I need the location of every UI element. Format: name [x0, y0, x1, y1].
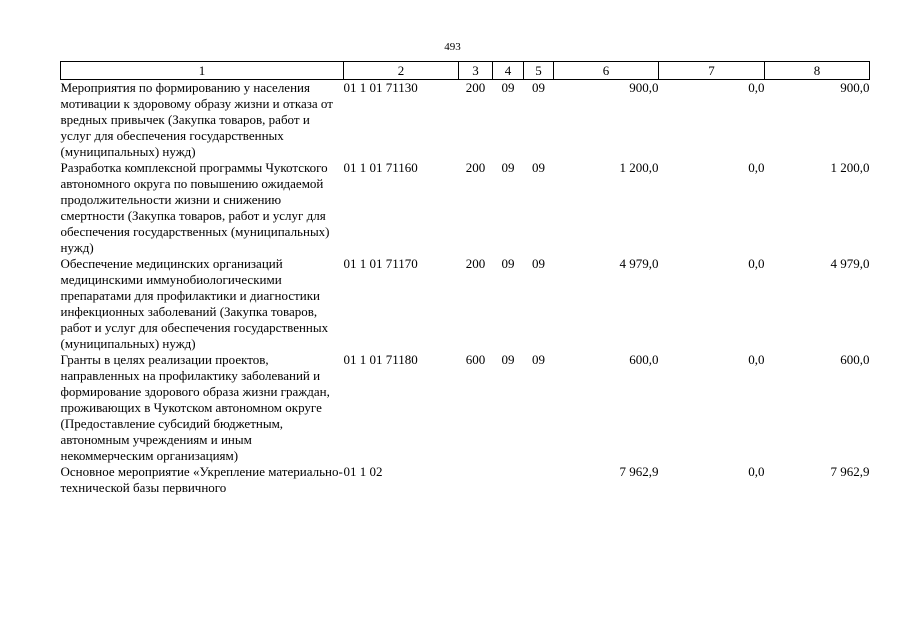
- row-sum-federal: 0,0: [748, 80, 765, 95]
- column-header: 7: [659, 62, 765, 80]
- row-target-code: 01 1 01 71130: [343, 80, 418, 95]
- row-name: Гранты в целях реализации проектов, направленных на профилактику заболеваний и формирование здорового образа жизни граждан, проживающих в Чукотском автономном округе (Предоставление субсидий бюджетным, автономным учреждениям и иным некоммерческим организациям): [60, 352, 330, 463]
- row-section: 09: [501, 256, 515, 271]
- row-subsection: 09: [532, 80, 545, 95]
- row-sum-total: 1 200,0: [619, 160, 659, 175]
- row-sum-total: 900,0: [629, 80, 659, 95]
- column-header: 8: [765, 62, 870, 80]
- row-expense-type: 200: [465, 80, 486, 95]
- table-row: [61, 464, 870, 496]
- column-header: 5: [524, 62, 554, 80]
- column-header: 6: [554, 62, 659, 80]
- row-expense-type: 200: [465, 256, 486, 271]
- row-target-code: 01 1 01 71180: [343, 352, 418, 367]
- row-expense-type: 200: [465, 160, 486, 175]
- column-header: 2: [344, 62, 459, 80]
- row-name: Обеспечение медицинских организаций медицинскими иммунобиологическими препаратами для профилактики и диагностики инфекционных заболеваний (Закупка товаров, работ и услуг для обеспечения государственных (муниципальных) нужд): [60, 256, 329, 351]
- row-subsection: 09: [532, 160, 545, 175]
- row-subsection: [524, 464, 554, 496]
- row-sum-federal: 0,0: [748, 256, 765, 271]
- table-row: [61, 256, 870, 352]
- row-name: Мероприятия по формированию у населения мотивации к здоровому образу жизни и отказа от вредных привычек (Закупка товаров, работ и услуг для обеспечения государственных (муниципальных) нужд): [60, 80, 333, 159]
- row-name: Основное мероприятие «Укрепление материально-технической базы первичного: [60, 464, 343, 495]
- row-expense-type: 600: [465, 352, 486, 367]
- row-target-code: 01 1 01 71170: [343, 256, 418, 271]
- row-expense-type: [459, 464, 493, 496]
- row-name: Разработка комплексной программы Чукотского автономного округа по повышению ожидаемой продолжительности жизни и снижению смертности (Закупка товаров, работ и услуг для обеспечения государственных (муниципальных) нужд): [60, 160, 330, 255]
- page-number: 493: [444, 41, 461, 53]
- row-sum-regional: 900,0: [840, 80, 870, 95]
- row-subsection: 09: [532, 352, 545, 367]
- row-sum-regional: 4 979,0: [830, 256, 870, 271]
- row-sum-federal: 0,0: [748, 352, 765, 367]
- row-sum-total: 600,0: [629, 352, 659, 367]
- row-section: [493, 464, 524, 496]
- budget-table: [60, 61, 870, 496]
- row-sum-total: 7 962,9: [619, 464, 659, 479]
- row-section: 09: [501, 352, 515, 367]
- row-sum-regional: 7 962,9: [830, 464, 870, 479]
- row-sum-federal: 0,0: [748, 160, 765, 175]
- row-sum-regional: 1 200,0: [830, 160, 870, 175]
- column-header: 4: [493, 62, 524, 80]
- column-header: 1: [61, 62, 344, 80]
- row-sum-regional: 600,0: [840, 352, 870, 367]
- row-target-code: 01 1 01 71160: [343, 160, 418, 175]
- row-sum-federal: 0,0: [748, 464, 765, 479]
- row-section: 09: [501, 160, 515, 175]
- table-row: [61, 160, 870, 256]
- table-row: [61, 80, 870, 161]
- row-sum-total: 4 979,0: [619, 256, 659, 271]
- column-header: 3: [459, 62, 493, 80]
- header-row: [61, 62, 870, 80]
- row-target-code: 01 1 02: [343, 464, 383, 479]
- row-subsection: 09: [532, 256, 545, 271]
- table-row: [61, 352, 870, 464]
- row-section: 09: [501, 80, 515, 95]
